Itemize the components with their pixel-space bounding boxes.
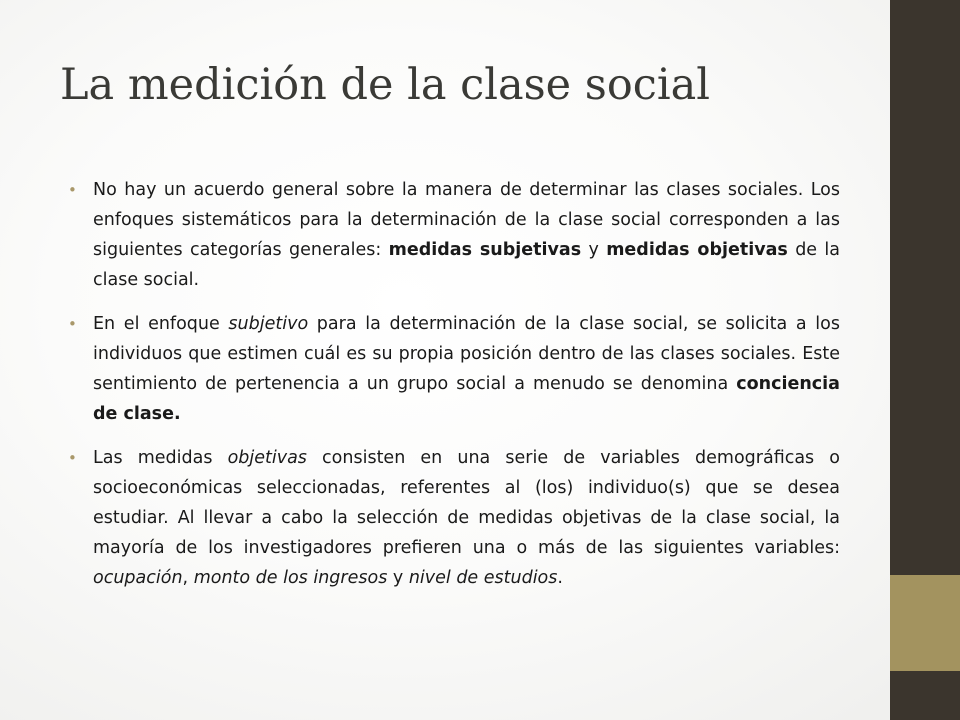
bullet-text: , xyxy=(182,568,194,588)
bullet-text: consisten en una serie de variables demográficas o socioeconómicas seleccionadas, referentes al (los) individuo(s) que se desea estudiar. Al llevar a cabo la selección de medidas objetivas de la clase social, la mayoría de los investigadores prefieren una o más de las siguientes variables: xyxy=(93,448,840,558)
slide-title: La medición de la clase social xyxy=(60,60,710,110)
bullet-item xyxy=(66,309,840,429)
bullet-text: y xyxy=(581,240,607,260)
bullet-text: de la clase social. xyxy=(93,240,840,290)
bullet-text-italic: monto de los ingresos xyxy=(193,568,388,588)
bullet-text-bold: conciencia de clase. xyxy=(93,374,840,424)
bullet-text-italic: ocupación xyxy=(93,568,183,588)
bullet-item xyxy=(66,175,840,295)
bullet-text: y xyxy=(387,568,409,588)
bullet-text-bold: medidas subjetivas xyxy=(388,240,582,260)
bullet-marker-icon: • xyxy=(68,315,77,333)
sidebar-accent-block xyxy=(890,575,960,671)
bullet-text-italic: nivel de estudios xyxy=(408,568,558,588)
bullet-text-bold: medidas objetivas xyxy=(606,240,788,260)
bullet-marker-icon: • xyxy=(68,449,77,467)
bullet-text: En el enfoque xyxy=(93,314,229,334)
bullet-item xyxy=(66,443,840,593)
sidebar-decoration xyxy=(890,0,960,720)
bullet-text-italic: subjetivo xyxy=(228,314,309,334)
bullet-text: No hay un acuerdo general sobre la manera de determinar las clases sociales. Los enfoques sistemáticos para la determinación de la clase social corresponden a las siguientes categorías generales: xyxy=(93,180,840,260)
bullet-list xyxy=(66,175,840,607)
bullet-text: Las medidas xyxy=(93,448,228,468)
bullet-text: . xyxy=(557,568,563,588)
bullet-marker-icon: • xyxy=(68,181,77,199)
bullet-text-italic: objetivas xyxy=(227,448,307,468)
bullet-text: para la determinación de la clase social, se solicita a los individuos que estimen cuál es su propia posición dentro de las clases sociales. Este sentimiento de pertenencia a un grupo social a menudo se denomina xyxy=(93,314,840,394)
